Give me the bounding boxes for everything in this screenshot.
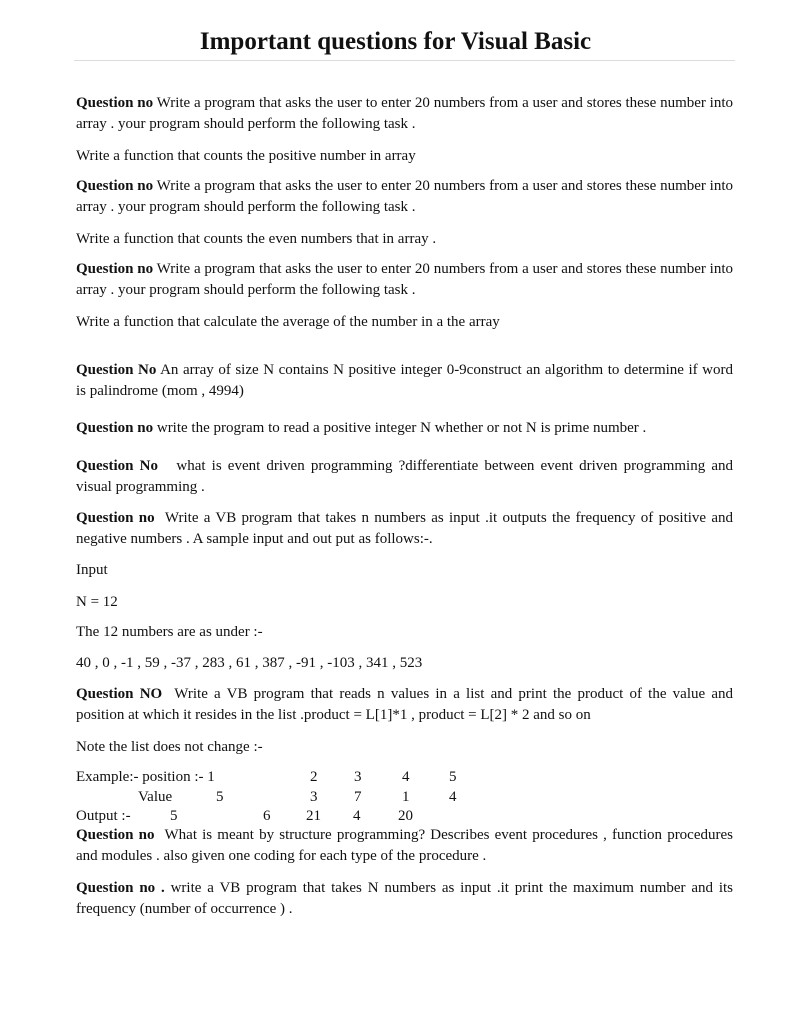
task-text: Write a function that counts the positive number in array [76, 148, 416, 164]
task-paragraph [76, 146, 733, 167]
question-label: Question no [76, 261, 154, 277]
task-text: Write a function that counts the even numbers that in array . [76, 231, 437, 247]
note-text: Note the list does not change :- [76, 739, 263, 755]
value-cell: 1 [402, 789, 410, 805]
position-cell: 3 [354, 769, 362, 785]
question-paragraph [76, 878, 733, 920]
question-label: Question no [76, 420, 154, 436]
question-text: Write a program that asks the user to enter 20 numbers from a user and stores these number into array . your program should perform the following task . [76, 261, 734, 298]
question-label: Question No [76, 362, 157, 378]
question-text: What is meant by structure programming? Describes event procedures , function procedures and modules . also given one coding for each type of the procedure . [76, 827, 737, 864]
output-cell: 5 [170, 808, 178, 824]
numbers-intro-text: The 12 numbers are as under :- [76, 624, 263, 640]
question-paragraph [76, 259, 733, 301]
numbers-list-text: 40 , 0 , -1 , 59 , -37 , 283 , 61 , 387 , -91 , -103 , 341 , 523 [76, 655, 423, 671]
position-label: Example:- position :- 1 [76, 769, 215, 785]
question-label: Question no [76, 510, 155, 526]
input-label [76, 560, 733, 581]
position-cell: 2 [310, 769, 318, 785]
question-text: write a VB program that takes N numbers as input .it print the maximum number and its frequency (number of occurrence ) . [76, 880, 733, 917]
task-paragraph [76, 229, 733, 250]
question-paragraph [76, 825, 737, 867]
question-text: Write a program that asks the user to enter 20 numbers from a user and stores these number into array . your program should perform the following task . [76, 95, 734, 132]
output-cell: 20 [398, 808, 413, 824]
output-cell: 4 [353, 808, 361, 824]
question-text: Write a VB program that reads n values in a list and print the product of the value and position at which it resides in the list .product = L[1]*1 , product = L[2] * 2 and so on [76, 686, 737, 723]
question-paragraph [76, 176, 733, 218]
numbers-list [76, 653, 733, 674]
numbers-intro [76, 622, 733, 643]
question-label: Question No [76, 458, 158, 474]
page-title: Important questions for Visual Basic [199, 28, 592, 55]
value-cell: 5 [216, 789, 224, 805]
question-text: Write a VB program that takes n numbers as input .it outputs the frequency of positive and negative numbers . A sample input and out put as follows:-. [76, 510, 737, 547]
input-text: Input [76, 562, 108, 578]
task-paragraph [76, 312, 733, 333]
position-cell: 5 [449, 769, 457, 785]
question-paragraph [76, 456, 737, 498]
question-text: An array of size N contains N positive integer 0-9construct an algorithm to determine if word is palindrome (mom , 4994) [76, 362, 734, 399]
question-paragraph [76, 418, 733, 439]
question-label: Question no [76, 95, 154, 111]
question-paragraph [76, 360, 733, 402]
output-cell: 6 [263, 808, 271, 824]
position-cell: 4 [402, 769, 410, 785]
question-text: Write a program that asks the user to enter 20 numbers from a user and stores these number into array . your program should perform the following task . [76, 178, 734, 215]
value-cell: 4 [449, 789, 457, 805]
output-label: Output :- [76, 808, 131, 824]
value-cell: 3 [310, 789, 318, 805]
value-label: Value [138, 789, 173, 805]
question-text: what is event driven programming ?differentiate between event driven programming and visual programming . [76, 458, 737, 495]
n-text: N = 12 [76, 594, 118, 610]
task-text: Write a function that calculate the average of the number in a the array [76, 314, 500, 330]
note-paragraph [76, 737, 733, 758]
n-value [76, 592, 733, 613]
question-label: Question no [76, 827, 155, 843]
question-text: write the program to read a positive integer N whether or not N is prime number . [153, 420, 647, 436]
question-label: Question no [76, 178, 154, 194]
title-divider [74, 60, 735, 61]
question-paragraph [76, 684, 737, 726]
question-paragraph [76, 93, 733, 135]
question-label: Question no . [76, 880, 165, 896]
value-cell: 7 [354, 789, 362, 805]
output-cell: 21 [306, 808, 321, 824]
question-label: Question NO [76, 686, 163, 702]
question-paragraph [76, 508, 737, 550]
